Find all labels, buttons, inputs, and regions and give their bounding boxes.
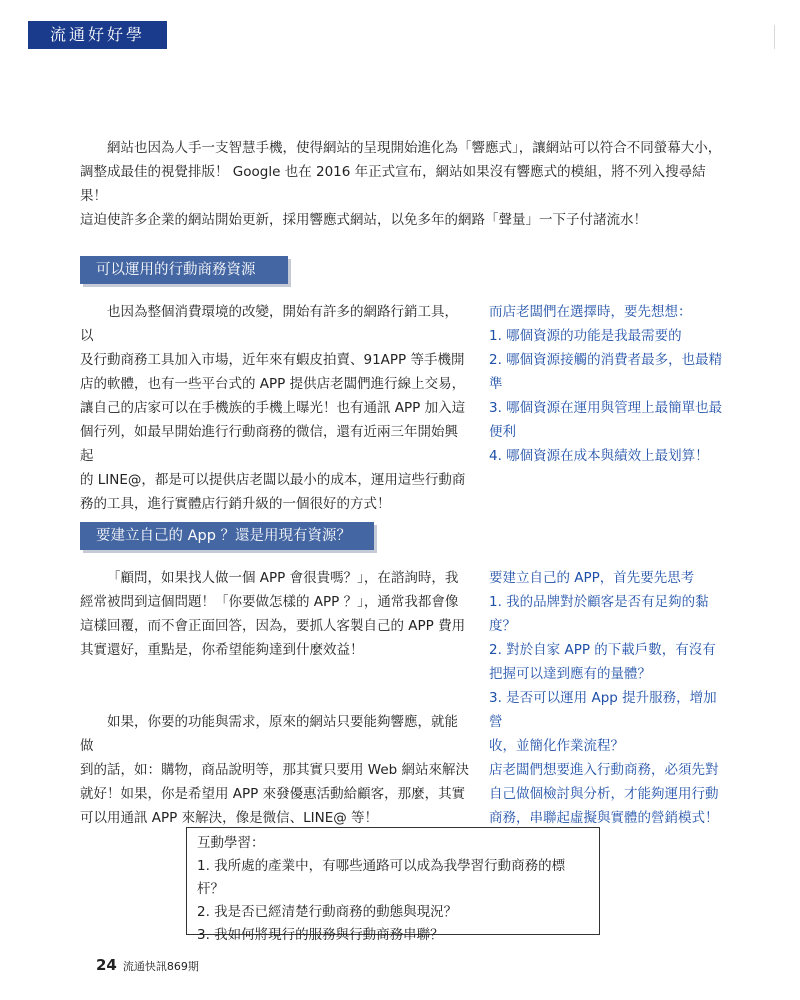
page-edge-marker	[774, 25, 775, 49]
box-question: 1. 我所處的產業中，有哪些通路可以成為我學習行動商務的標杆？	[197, 858, 566, 897]
intro-line: 網站也因為人手一支智慧手機，使得網站的呈現開始進化為「響應式」，讓網站可以符合不同螢幕大小，	[107, 140, 722, 156]
interactive-learning-box	[186, 827, 600, 943]
box-title: 互動學習：	[197, 835, 265, 851]
section1-checklist	[489, 300, 725, 468]
checklist-line: 4. 哪個資源在成本與績效上最划算！	[489, 448, 709, 464]
checklist-line: 2. 對於自家 APP 的下載戶數，有沒有	[489, 642, 716, 658]
body-line: 及行動商務工具加入市場，近年來有蝦皮拍賣、91APP 等手機開	[80, 352, 465, 368]
page-number: 24	[96, 956, 117, 974]
body-line: 可以用通訊 APP 來解決，像是微信、LINE@ 等！	[80, 810, 379, 826]
checklist-line: 1. 哪個資源的功能是我最需要的	[489, 328, 682, 344]
box-question: 2. 我是否已經清楚行動商務的動態與現況？	[197, 904, 458, 920]
body-line: 如果，你要的功能與需求，原來的網站只要能夠響應，就能做	[80, 714, 458, 754]
section-heading-build-app: 要建立自己的 App ？還是用現有資源？	[80, 522, 374, 550]
publication-name: 流通快訊869期	[122, 960, 199, 973]
checklist-line: 便利	[489, 424, 516, 440]
checklist-line: 收，並簡化作業流程？	[489, 738, 624, 754]
body-line: 務的工具，進行實體店行銷升級的一個很好的方式！	[80, 496, 391, 512]
section-banner: 流通好好學	[28, 21, 167, 49]
body-line: 個行列，如最早開始進行行動商務的微信，還有近兩三年開始興起	[80, 424, 458, 464]
section2-checklist	[489, 566, 725, 830]
checklist-line: 度？	[489, 618, 516, 634]
body-line: 經常被問到這個問題！「你要做怎樣的 APP ？」，通常我都會像	[80, 594, 459, 610]
checklist-line: 1. 我的品牌對於顧客是否有足夠的黏	[489, 594, 709, 610]
checklist-line: 3. 是否可以運用 App 提升服務，增加營	[489, 690, 717, 730]
checklist-line: 店老闆們想要進入行動商務，必須先對	[489, 762, 719, 778]
page-footer	[96, 956, 199, 974]
body-line: 就好！如果，你是希望用 APP 來發優惠活動給顧客，那麼，其實	[80, 786, 466, 802]
checklist-line: 3. 哪個資源在運用與管理上最簡單也最	[489, 400, 723, 416]
intro-line: 這迫使許多企業的網站開始更新，採用響應式網站，以免多年的網路「聲量」一下子付諸流水！	[80, 212, 647, 228]
body-line: 「顧問，如果找人做一個 APP 會很貴嗎？」，在諮詢時，我	[107, 570, 459, 586]
body-line: 也因為整個消費環境的改變，開始有許多的網路行銷工具，以	[80, 304, 458, 344]
body-line: 的 LINE@，都是可以提供店老闆以最小的成本，運用這些行動商	[80, 472, 466, 488]
checklist-line: 而店老闆們在選擇時，要先想想：	[489, 304, 692, 320]
checklist-line: 把握可以達到應有的量體？	[489, 666, 651, 682]
body-line: 其實還好，重點是，你希望能夠達到什麼效益！	[80, 642, 364, 658]
intro-paragraph	[80, 136, 722, 232]
checklist-line: 自己做個檢討與分析，才能夠運用行動	[489, 786, 719, 802]
body-line: 店的軟體，也有一些平台式的 APP 提供店老闆們進行線上交易，	[80, 376, 466, 392]
checklist-line: 要建立自己的 APP，首先要先思考	[489, 570, 695, 586]
checklist-line: 準	[489, 376, 503, 392]
checklist-line: 商務，串聯起虛擬與實體的營銷模式！	[489, 810, 719, 826]
body-line: 到的話，如：購物，商品說明等，那其實只要用 Web 網站來解決	[80, 762, 470, 778]
section1-body	[80, 300, 470, 516]
section-heading-mobile-resources: 可以運用的行動商務資源	[80, 256, 288, 284]
section2-body	[80, 566, 470, 830]
intro-line: 調整成最佳的視覺排版！ Google 也在 2016 年正式宣布，網站如果沒有響應式的模組，將不列入搜尋結果！	[80, 164, 706, 204]
checklist-line: 2. 哪個資源接觸的消費者最多，也最精	[489, 352, 723, 368]
body-line: 這樣回覆，而不會正面回答，因為，要抓人客製自己的 APP 費用	[80, 618, 466, 634]
body-line: 讓自己的店家可以在手機族的手機上曝光！也有通訊 APP 加入這	[80, 400, 466, 416]
box-question: 3. 我如何將現行的服務與行動商務串聯？	[197, 927, 444, 943]
